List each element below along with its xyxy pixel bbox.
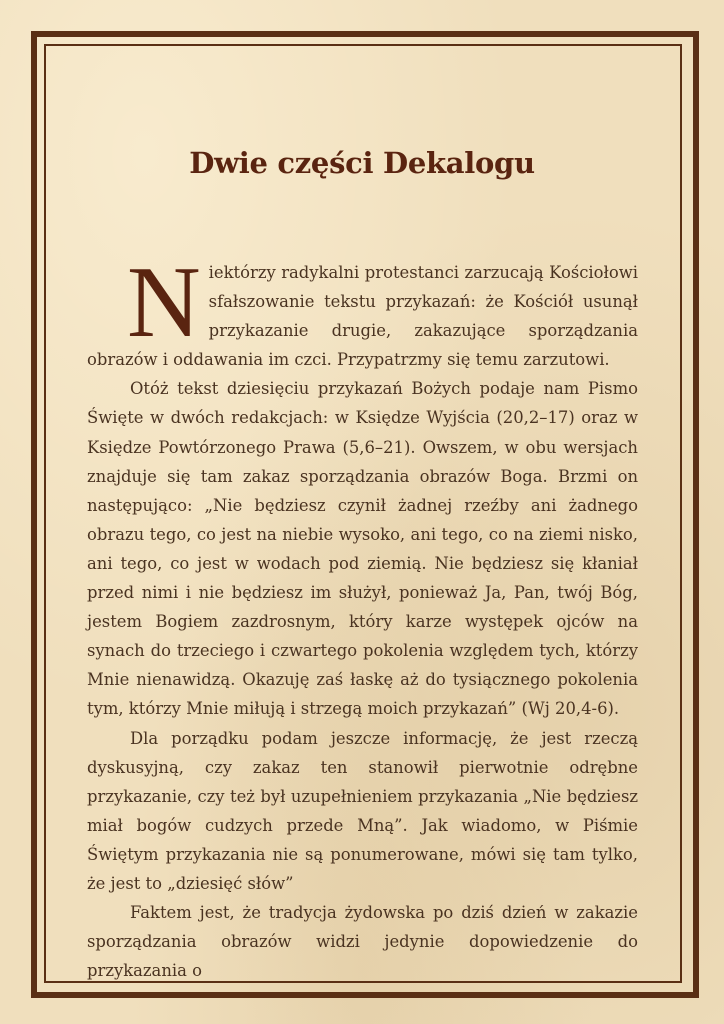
paragraph-1 — [87, 246, 638, 374]
article-body — [87, 246, 638, 985]
paragraph-4: Faktem jest, że tradycja żydowska po dziś dzień w zakazie sporządzania obrazów widzi jedynie dopowiedzenie do przykazania o — [87, 903, 638, 981]
page-title: Dwie części Dekalogu — [189, 146, 535, 180]
paragraph-1-text: iektórzy radykalni protestanci zarzucają Kościołowi sfałszowanie tekstu przykazań: że Kościół usunął przykazanie drugie, zakazujące sporządzania obrazów i oddawania im czci. Przypatrzmy się temu zarzutowi. — [87, 263, 638, 370]
drop-cap-letter: N — [127, 246, 201, 359]
paragraph-2: Otóż tekst dziesięciu przykazań Bożych podaje nam Pismo Święte w dwóch redakcjach: w Księdze Wyjścia (20,2–17) oraz w Księdze Powtórzonego Prawa (5,6–21). Owszem, w obu wersjach znajduje się tam zakaz sporządzania obrazów Boga. Brzmi on następująco: „Nie będziesz czynił żadnej rzeźby ani żadnego obrazu tego, co jest na niebie wysoko, ani tego, co na ziemi nisko, ani tego, co jest w wodach pod ziemią. Nie będziesz się kłaniał przed nimi i nie będziesz im służył, ponieważ Ja, Pan, twój Bóg, jestem Bogiem zazdrosnym, który karze występek ojców na synach do trzeciego i czwartego pokolenia względem tych, którzy Mnie nienawidzą. Okazuję zaś łaskę aż do tysiącznego pokolenia tym, którzy Mnie miłują i strzegą moich przykazań” (Wj 20,4-6). — [87, 379, 638, 719]
paragraph-3: Dla porządku podam jeszcze informację, że jest rzeczą dyskusyjną, czy zakaz ten stanowił pierwotnie odrębne przykazanie, czy też był uzupełnieniem przykazania „Nie będziesz miał bogów cudzych przede Mną”. Jak wiadomo, w Piśmie Świętym przykazania nie są ponumerowane, mówi się tam tylko, że jest to „dziesięć słów” — [87, 728, 638, 893]
